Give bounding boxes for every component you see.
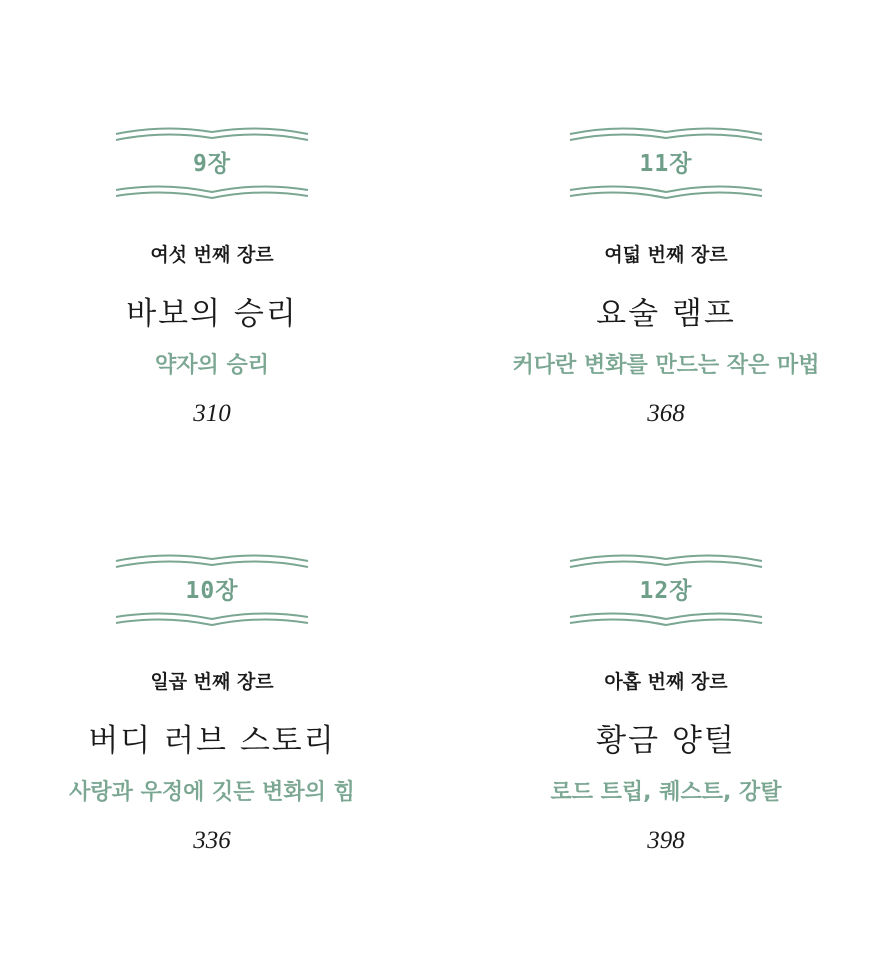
chapter-number: 12장 [639, 578, 693, 604]
chapter-block-10 [0, 547, 432, 856]
open-book-top-ornament [566, 547, 766, 571]
open-book-bottom-ornament [112, 184, 312, 208]
page-number: 398 [647, 827, 685, 854]
open-book-bottom-ornament [112, 611, 312, 635]
chapter-title: 요술 램프 [596, 296, 736, 332]
chapter-subtitle: 로드 트립, 퀘스트, 강탈 [550, 780, 782, 805]
chapter-subtitle: 사랑과 우정에 깃든 변화의 힘 [69, 780, 355, 805]
chapter-number: 11장 [639, 151, 693, 177]
genre-label: 여섯 번째 장르 [150, 244, 274, 266]
open-book-bottom-ornament [566, 611, 766, 635]
open-book-top-ornament [112, 547, 312, 571]
open-book-bottom-ornament [566, 184, 766, 208]
chapter-block-11 [446, 120, 886, 429]
page-number: 336 [193, 827, 231, 854]
chapter-block-9 [0, 120, 432, 429]
page-number: 368 [647, 400, 685, 427]
chapter-block-12 [446, 547, 886, 856]
chapter-subtitle: 커다란 변화를 만드는 작은 마법 [512, 353, 820, 378]
open-book-top-ornament [112, 120, 312, 144]
genre-label: 여덟 번째 장르 [604, 244, 728, 266]
page-number: 310 [193, 400, 231, 427]
chapter-title: 황금 양털 [596, 723, 736, 759]
chapter-title: 바보의 승리 [126, 296, 298, 332]
chapter-number: 10장 [185, 578, 239, 604]
open-book-top-ornament [566, 120, 766, 144]
chapter-number: 9장 [192, 151, 232, 177]
chapter-title: 버디 러브 스토리 [88, 723, 336, 759]
chapter-subtitle: 약자의 승리 [155, 353, 269, 378]
genre-label: 일곱 번째 장르 [150, 671, 274, 693]
genre-label: 아홉 번째 장르 [604, 671, 728, 693]
